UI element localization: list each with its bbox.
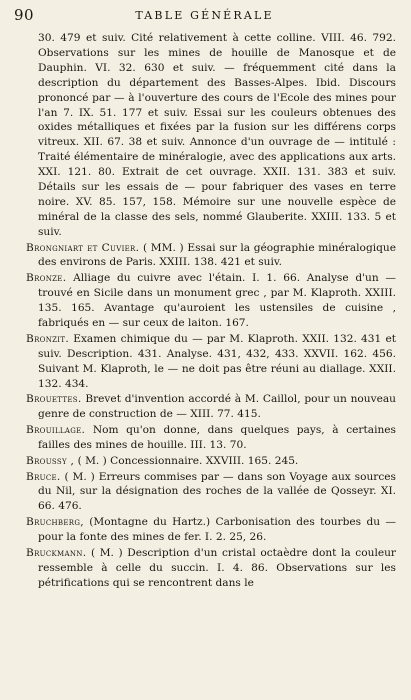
index-entry-brongniart-cuvier: [26, 241, 396, 271]
entry-text: Nom qu'on donne, dans quelques pays, à certaines failles des mines de houille. III. 13. 70.: [38, 424, 396, 451]
entry-headword: Bronzit.: [26, 332, 69, 345]
entry-headword: Brouillage.: [26, 424, 86, 437]
entry-text: 30. 479 et suiv. Cité relativement à cette colline. VIII. 46. 792. Observations sur les mines de houille de Manosque et de Dauphin. VI. 32. 630 et suiv. — fréquemment cité dans la description du département des Basses-Alpes. Ibid. Discours prononcé par — à l'ouverture des cours de l'Ecole des mines pour l'an 7. IX. 51. 177 et suiv. Essai sur les couleurs obtenues des oxides métalliques et fixées par la fusion sur les différens corps vitreux. XII. 67. 38 et suiv. Annonce d'un ouvrage de — intitulé : Traité élémentaire de minéralogie, avec des applications aux arts. XXI. 121. 80. Extrait de cet ouvrage. XXII. 131. 383 et suiv. Détails sur les essais de — pour fabriquer des vases en terre noire. XV. 85. 157, 158. Mémoire sur une nouvelle espèce de minéral de la classe des sels, nommé Glauberite. XXIII. 133. 5 et suiv.: [38, 32, 396, 238]
index-entry-bruchberg: [26, 515, 396, 545]
entry-text: ( M. ) Concessionnaire. XXVIII. 165. 245.: [74, 454, 299, 467]
page-header: [14, 4, 397, 26]
index-entry-brouettes: [26, 392, 396, 422]
running-title: TABLE GÉNÉRALE: [135, 8, 274, 22]
entry-text: Examen chimique du — par M. Klaproth. XXII. 132. 431 et suiv. Description. 431. Analyse. 431, 432, 433. XXVII. 162. 456. Suivant M. Klaproth, le — ne doit pas être réuni au diallage. XXII. 132. 434.: [38, 332, 396, 390]
entry-text: ( M. ) Description d'un cristal octaèdre dont la couleur ressemble à celle du succin. I. 4. 86. Observations sur les pétrifications qui se rencontrent dans le: [38, 546, 396, 589]
index-entry-bronze: [26, 271, 396, 331]
index-entry-brouillage: [26, 423, 396, 453]
index-entry-bruckmann: [26, 546, 396, 591]
index-entry-bronzit: [26, 332, 396, 392]
entry-headword: Brouettes.: [26, 393, 82, 406]
entry-headword: Bruckmann.: [26, 546, 87, 559]
entry-headword: Brongniart et Cuvier.: [26, 241, 140, 254]
entry-headword: Bruchberg,: [26, 516, 84, 529]
index-entry-bruce: [26, 470, 396, 515]
entry-text: ( MM. ) Essai sur la géographie minéralogique des environs de Paris. XXIII. 138. 421 et suiv.: [38, 241, 396, 269]
entry-text: Brevet d'invention accordé à M. Caillol, pour un nouveau genre de construction de — XIII. 77. 415.: [38, 393, 396, 421]
entry-text: (Montagne du Hartz.) Carbonisation des tourbes du — pour la fonte des mines de fer. I. 2. 25, 26.: [38, 516, 396, 544]
entry-headword: Broussy ,: [26, 454, 75, 467]
entry-headword: Bronze.: [26, 272, 67, 285]
index-entry-continuation: [26, 31, 396, 240]
page-number: 90: [14, 6, 35, 24]
entry-text: Alliage du cuivre avec l'étain. I. 1. 66. Analyse d'un — trouvé en Sicile dans un monument grec , par M. Klaproth. XXIII. 135. 165. Avantage qu'auroient les ustensiles de cuisine , fabriqués en — sur ceux de laiton. 167.: [38, 272, 396, 329]
index-entry-broussy: [26, 454, 396, 469]
index-entries: [26, 31, 396, 591]
entry-text: ( M. ) Erreurs commises par — dans son Voyage aux sources du Nil, sur la désignation des roches de la vallée de Qosseyr. XI. 66. 476.: [38, 470, 396, 513]
entry-headword: Bruce.: [26, 470, 61, 483]
